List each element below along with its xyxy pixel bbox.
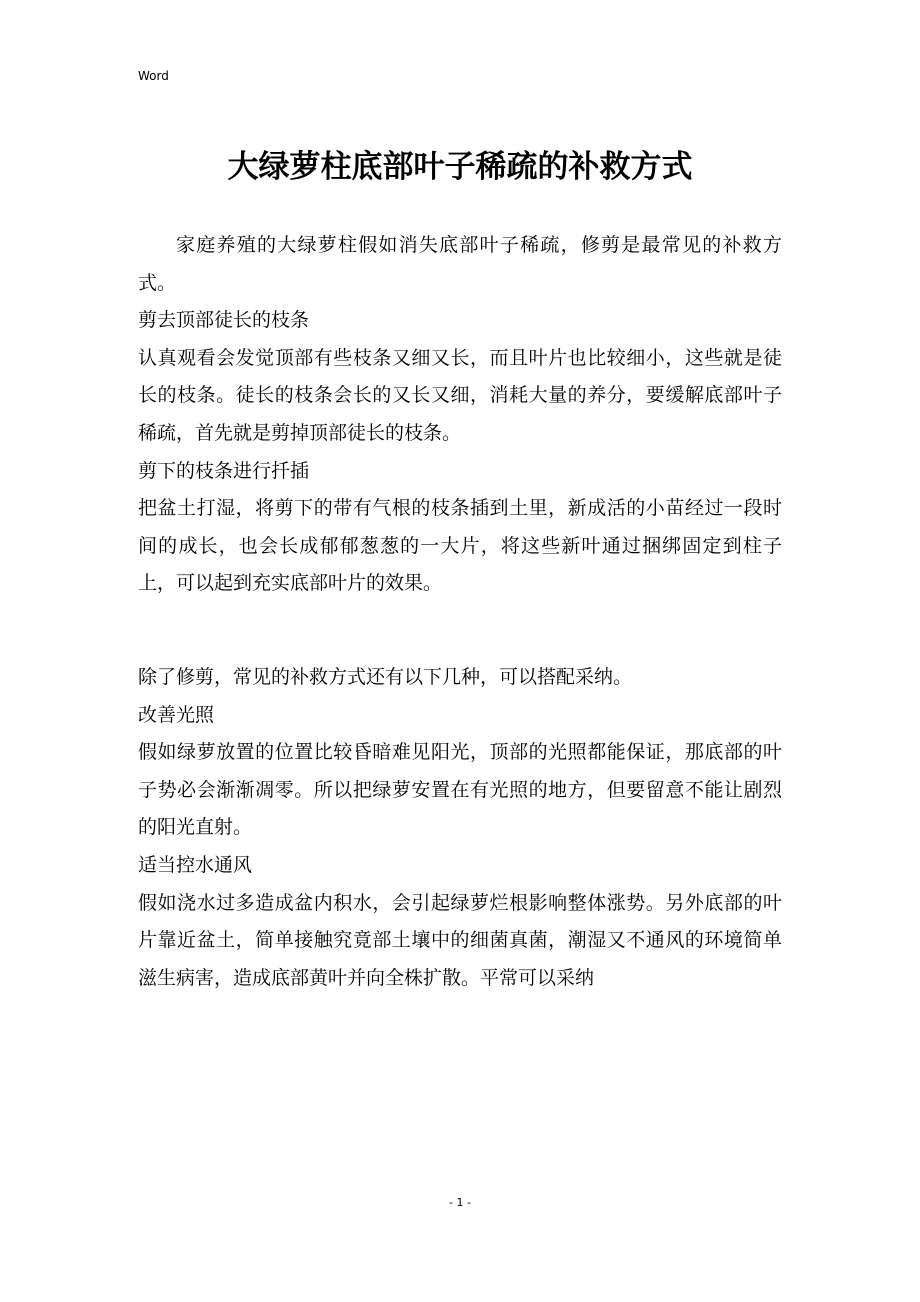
- paragraph-light: 假如绿萝放置的位置比较昏暗难见阳光，顶部的光照都能保证，那底部的叶子势必会渐渐凋零。所以把绿萝安置在有光照的地方，但要留意不能让剧烈的阳光直射。: [138, 741, 782, 839]
- paragraph-cutting: 把盆土打湿，将剪下的带有气根的枝条插到土里，新成活的小苗经过一段时间的成长，也会长成郁郁葱葱的一大片，将这些新叶通过捆绑固定到柱子上，可以起到充实底部叶片的效果。: [138, 497, 782, 595]
- section-heading-light: 改善光照: [138, 703, 215, 726]
- intro-paragraph: 家庭养殖的大绿萝柱假如消失底部叶子稀疏，修剪是最常见的补救方式。: [138, 234, 782, 294]
- paragraph-prune: 认真观看会发觉顶部有些枝条又细又长，而且叶片也比较细小，这些就是徒长的枝条。徒长的枝条会长的又长又细，消耗大量的养分，要缓解底部叶子稀疏，首先就是剪掉顶部徒长的枝条。: [138, 346, 782, 444]
- paragraph-water: 假如浇水过多造成盆内积水，会引起绿萝烂根影响整体涨势。另外底部的叶片靠近盆土，简单接触究竟部土壤中的细菌真菌，潮湿又不通风的环境简单滋生病害，造成底部黄叶并向全株扩散。平常可以采纳: [138, 891, 782, 989]
- document-body: [138, 227, 782, 997]
- section-heading-water: 适当控水通风: [138, 853, 253, 876]
- header-label: Word: [138, 69, 169, 83]
- section-heading-prune: 剪去顶部徒长的枝条: [138, 309, 310, 332]
- paragraph-other-methods: 除了修剪，常见的补救方式还有以下几种，可以搭配采纳。: [138, 665, 633, 688]
- blank-line: [138, 603, 782, 659]
- page-number: - 1 -: [449, 1196, 471, 1209]
- document-title: 大绿萝柱底部叶子稀疏的补救方式: [227, 149, 693, 185]
- section-heading-cutting: 剪下的枝条进行扦插: [138, 459, 310, 482]
